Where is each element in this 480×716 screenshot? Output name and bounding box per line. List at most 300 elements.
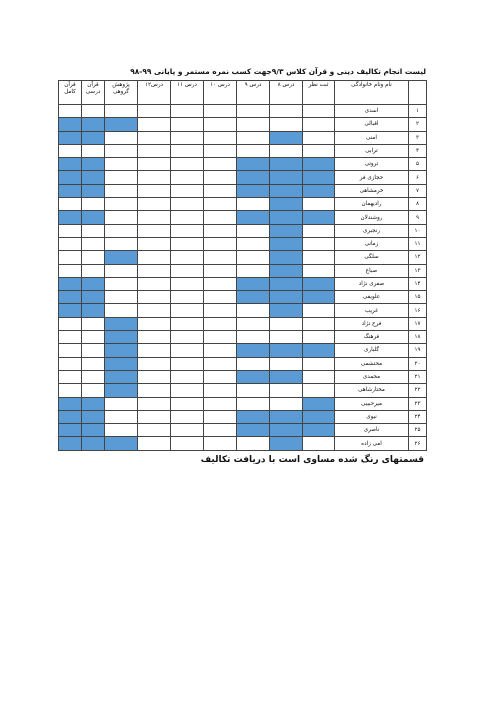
assignment-cell (105, 277, 138, 290)
assignment-cell (237, 144, 270, 157)
assignment-cell (59, 384, 82, 397)
assignment-cell (59, 277, 82, 290)
assignment-cell (59, 291, 82, 304)
table-row (59, 237, 427, 250)
assignment-cell (105, 158, 138, 171)
assignment-cell (303, 264, 335, 277)
row-number: ۱۸ (409, 331, 427, 344)
assignment-cell (204, 224, 237, 237)
student-name: امی زاده (335, 437, 409, 450)
assignment-cell (303, 424, 335, 437)
assignment-cell (270, 118, 303, 131)
assignment-cell (59, 184, 82, 197)
assignment-cell (82, 291, 105, 304)
assignment-cell (59, 198, 82, 211)
table-row (59, 184, 427, 197)
assignment-cell (171, 437, 204, 450)
assignment-cell (138, 264, 171, 277)
assignment-cell (59, 437, 82, 450)
assignment-cell (204, 424, 237, 437)
row-number: ۲۳ (409, 397, 427, 410)
assignment-cell (138, 317, 171, 330)
row-number: ۸ (409, 198, 427, 211)
assignment-cell (171, 317, 204, 330)
assignment-cell (59, 118, 82, 131)
assignment-cell (270, 198, 303, 211)
assignment-cell (237, 237, 270, 250)
col-header-lesson10: درس ۱۰ (204, 81, 237, 105)
assignment-cell (138, 237, 171, 250)
row-number: ۷ (409, 184, 427, 197)
assignment-cell (204, 357, 237, 370)
row-number: ۶ (409, 171, 427, 184)
row-number: ۹ (409, 211, 427, 224)
student-name: محمدی (335, 370, 409, 383)
row-number: ۱۳ (409, 264, 427, 277)
assignment-cell (171, 277, 204, 290)
assignment-cell (270, 437, 303, 450)
assignment-cell (270, 410, 303, 423)
assignment-cell (59, 264, 82, 277)
assignment-cell (237, 424, 270, 437)
assignment-cell (303, 171, 335, 184)
assignment-cell (237, 397, 270, 410)
assignment-cell (237, 344, 270, 357)
assignment-cell (138, 331, 171, 344)
assignment-cell (204, 211, 237, 224)
assignment-cell (171, 397, 204, 410)
row-number: ۲۰ (409, 357, 427, 370)
assignment-cell (237, 158, 270, 171)
assignment-cell (82, 370, 105, 383)
assignment-cell (82, 251, 105, 264)
assignment-cell (105, 304, 138, 317)
row-number: ۱۶ (409, 304, 427, 317)
assignment-cell (105, 331, 138, 344)
assignment-cell (303, 131, 335, 144)
assignment-cell (303, 144, 335, 157)
student-name: فرهنگ (335, 331, 409, 344)
assignment-cell (59, 237, 82, 250)
assignment-cell (270, 277, 303, 290)
table-row (59, 224, 427, 237)
row-number: ۲۴ (409, 410, 427, 423)
table-row (59, 251, 427, 264)
assignment-cell (237, 224, 270, 237)
assignment-cell (171, 410, 204, 423)
assignment-cell (138, 105, 171, 118)
col-header-lesson12: درس۱۲ (138, 81, 171, 105)
assignment-cell (303, 331, 335, 344)
assignment-cell (270, 184, 303, 197)
student-name: گلباری (335, 344, 409, 357)
assignment-cell (204, 410, 237, 423)
assignment-cell (82, 437, 105, 450)
assignment-cell (138, 211, 171, 224)
assignment-cell (105, 184, 138, 197)
assignment-cell (82, 211, 105, 224)
assignment-cell (270, 251, 303, 264)
student-name: رادیهمان (335, 198, 409, 211)
assignment-cell (171, 331, 204, 344)
assignment-cell (270, 224, 303, 237)
student-name: رنجبری (335, 224, 409, 237)
assignment-cell (138, 224, 171, 237)
assignment-cell (171, 424, 204, 437)
assignment-cell (237, 264, 270, 277)
assignment-cell (171, 251, 204, 264)
assignment-cell (237, 370, 270, 383)
assignment-cell (303, 291, 335, 304)
assignment-cell (105, 370, 138, 383)
assignment-cell (138, 304, 171, 317)
assignment-cell (204, 277, 237, 290)
assignment-cell (303, 397, 335, 410)
student-name: مختارشاهی (335, 384, 409, 397)
assignment-cell (138, 144, 171, 157)
assignment-cell (303, 198, 335, 211)
assignment-cell (82, 184, 105, 197)
assignment-cell (204, 105, 237, 118)
assignment-cell (82, 198, 105, 211)
assignment-cell (237, 171, 270, 184)
table-row (59, 158, 427, 171)
assignment-cell (204, 264, 237, 277)
assignment-cell (237, 437, 270, 450)
assignment-cell (204, 131, 237, 144)
assignment-cell (105, 118, 138, 131)
assignment-cell (105, 171, 138, 184)
assignment-cell (138, 251, 171, 264)
table-row (59, 118, 427, 131)
student-name: حجازی فر (335, 171, 409, 184)
assignment-cell (138, 437, 171, 450)
assignment-cell (204, 384, 237, 397)
row-number: ۱۹ (409, 344, 427, 357)
assignment-cell (105, 424, 138, 437)
assignment-cell (303, 224, 335, 237)
assignment-cell (270, 370, 303, 383)
assignment-cell (59, 331, 82, 344)
assignment-cell (237, 198, 270, 211)
assignment-cell (204, 118, 237, 131)
table-row (59, 344, 427, 357)
student-name: غریب (335, 304, 409, 317)
student-name: روشندلان (335, 211, 409, 224)
row-number: ۵ (409, 158, 427, 171)
assignment-cell (270, 344, 303, 357)
assignment-cell (59, 251, 82, 264)
assignment-cell (105, 131, 138, 144)
row-number: ۱۴ (409, 277, 427, 290)
table-row (59, 304, 427, 317)
col-header-name: نام ونام خانوادگی (335, 81, 409, 105)
row-number: ۱۲ (409, 251, 427, 264)
assignment-cell (303, 344, 335, 357)
assignment-cell (82, 158, 105, 171)
student-name: ترابی (335, 144, 409, 157)
table-row (59, 357, 427, 370)
assignment-cell (237, 357, 270, 370)
assignment-cell (82, 118, 105, 131)
assignment-cell (270, 105, 303, 118)
assignment-cell (303, 158, 335, 171)
col-header-research: پژوهش گروهی (105, 81, 138, 105)
table-row (59, 291, 427, 304)
assignment-cell (82, 105, 105, 118)
col-header-lesson11: درس ۱۱ (171, 81, 204, 105)
assignment-cell (82, 397, 105, 410)
student-name: خرمشاهی (335, 184, 409, 197)
assignment-cell (171, 237, 204, 250)
assignment-cell (138, 118, 171, 131)
row-number: ۲ (409, 118, 427, 131)
assignment-cell (171, 357, 204, 370)
assignment-cell (270, 331, 303, 344)
assignment-cell (270, 397, 303, 410)
assignment-cell (204, 144, 237, 157)
assignment-cell (138, 198, 171, 211)
assignment-cell (82, 144, 105, 157)
row-number: ۲۱ (409, 370, 427, 383)
assignment-cell (138, 171, 171, 184)
assignment-cell (59, 158, 82, 171)
table-row (59, 105, 427, 118)
row-number: ۳ (409, 131, 427, 144)
assignment-cell (59, 370, 82, 383)
assignment-cell (105, 410, 138, 423)
assignment-cell (204, 184, 237, 197)
assignment-cell (237, 184, 270, 197)
assignment-cell (204, 370, 237, 383)
row-number: ۲۵ (409, 424, 427, 437)
table-row (59, 198, 427, 211)
assignment-cell (204, 437, 237, 450)
student-name: اسدی (335, 105, 409, 118)
assignment-cell (270, 158, 303, 171)
assignment-cell (171, 158, 204, 171)
student-name: امنی (335, 131, 409, 144)
assignment-cell (270, 384, 303, 397)
assignment-cell (204, 251, 237, 264)
assignment-cell (105, 397, 138, 410)
table-row (59, 131, 427, 144)
assignment-cell (237, 410, 270, 423)
sheet-title: لیست انجام تکالیف دینی و قرآن کلاس ۹/۳جهت کسب نمره مستمر و پایانی ۹۹-۹۸ (130, 67, 426, 76)
assignment-cell (59, 304, 82, 317)
assignment-cell (270, 291, 303, 304)
table-row (59, 384, 427, 397)
assignment-cell (270, 424, 303, 437)
table-row (59, 424, 427, 437)
assignment-cell (303, 317, 335, 330)
assignment-cell (82, 344, 105, 357)
assignment-cell (270, 264, 303, 277)
footer-note: قسمتهای رنگ شده مساوی است با دریافت تکالیف (200, 455, 424, 465)
assignment-cell (105, 291, 138, 304)
assignment-cell (138, 291, 171, 304)
assignment-cell (105, 105, 138, 118)
student-name: سلگی (335, 251, 409, 264)
assignment-cell (171, 370, 204, 383)
col-header (409, 81, 427, 105)
assignment-cell (237, 384, 270, 397)
assignment-cell (138, 397, 171, 410)
assignment-cell (59, 397, 82, 410)
assignment-cell (171, 264, 204, 277)
assignment-cell (59, 410, 82, 423)
assignment-cell (59, 144, 82, 157)
assignment-cell (105, 251, 138, 264)
assignment-cell (171, 304, 204, 317)
row-number: ۱۵ (409, 291, 427, 304)
table-row (59, 144, 427, 157)
assignment-cell (82, 424, 105, 437)
assignment-cell (303, 304, 335, 317)
assignment-cell (59, 317, 82, 330)
assignment-cell (105, 198, 138, 211)
student-name: زمانی (335, 237, 409, 250)
assignment-cell (82, 264, 105, 277)
assignment-cell (82, 304, 105, 317)
table-row (59, 370, 427, 383)
student-name: محتشمی (335, 357, 409, 370)
assignment-cell (105, 344, 138, 357)
assignment-cell (59, 224, 82, 237)
assignment-cell (303, 357, 335, 370)
table-row (59, 331, 427, 344)
assignment-cell (59, 105, 82, 118)
assignment-cell (82, 224, 105, 237)
col-header-comment: ثبت نظر (303, 81, 335, 105)
assignment-cell (105, 357, 138, 370)
assignment-cell (303, 384, 335, 397)
assignment-cell (237, 291, 270, 304)
assignment-cell (138, 357, 171, 370)
student-name: صفری نژاد (335, 277, 409, 290)
assignment-cell (237, 317, 270, 330)
assignment-cell (138, 184, 171, 197)
assignment-cell (82, 384, 105, 397)
assignment-cell (82, 317, 105, 330)
assignment-cell (138, 158, 171, 171)
col-header-lesson8: درس ۸ (270, 81, 303, 105)
assignment-cell (59, 171, 82, 184)
col-header-lesson9: درس ۹ (237, 81, 270, 105)
assignment-cell (204, 317, 237, 330)
table-row (59, 410, 427, 423)
assignment-cell (237, 277, 270, 290)
assignment-cell (270, 304, 303, 317)
assignment-cell (138, 410, 171, 423)
assignment-cell (204, 198, 237, 211)
row-number: ۲۲ (409, 384, 427, 397)
assignment-cell (171, 105, 204, 118)
assignment-cell (138, 277, 171, 290)
assignment-cell (270, 211, 303, 224)
row-number: ۲۶ (409, 437, 427, 450)
assignment-cell (204, 171, 237, 184)
assignment-cell (105, 211, 138, 224)
table-body (59, 105, 427, 451)
assignment-cell (204, 158, 237, 171)
assignment-cell (303, 105, 335, 118)
assignment-cell (303, 237, 335, 250)
assignment-cell (303, 118, 335, 131)
assignment-cell (59, 424, 82, 437)
row-number: ۱۷ (409, 317, 427, 330)
row-number: ۴ (409, 144, 427, 157)
assignment-cell (303, 437, 335, 450)
assignment-cell (82, 131, 105, 144)
assignment-cell (171, 384, 204, 397)
col-header-quran-lesson: قرآن درسی (82, 81, 105, 105)
header-row (59, 81, 427, 105)
assignment-cell (59, 131, 82, 144)
assignment-cell (171, 291, 204, 304)
assignment-cell (171, 198, 204, 211)
assignment-cell (303, 370, 335, 383)
assignment-cell (138, 344, 171, 357)
assignment-cell (59, 344, 82, 357)
assignment-cell (270, 317, 303, 330)
assignment-cell (270, 357, 303, 370)
assignment-cell (171, 144, 204, 157)
student-name: فرح نژاد (335, 317, 409, 330)
row-number: ۱ (409, 105, 427, 118)
assignment-cell (303, 251, 335, 264)
assignment-cell (105, 264, 138, 277)
assignment-cell (82, 331, 105, 344)
assignment-cell (270, 171, 303, 184)
assignment-cell (270, 131, 303, 144)
assignment-cell (204, 344, 237, 357)
table-row (59, 397, 427, 410)
assignment-cell (270, 144, 303, 157)
assignment-cell (204, 291, 237, 304)
assignment-cell (171, 184, 204, 197)
assignment-cell (59, 357, 82, 370)
assignment-cell (204, 237, 237, 250)
assignment-cell (171, 344, 204, 357)
student-name: صباغ (335, 264, 409, 277)
assignment-cell (171, 211, 204, 224)
assignment-cell (138, 384, 171, 397)
assignment-cell (82, 171, 105, 184)
assignment-cell (237, 331, 270, 344)
assignment-cell (105, 437, 138, 450)
assignment-cell (171, 224, 204, 237)
assignment-cell (270, 237, 303, 250)
assignment-cell (105, 144, 138, 157)
assignment-cell (237, 131, 270, 144)
table-row (59, 277, 427, 290)
assignment-cell (82, 357, 105, 370)
assignment-cell (138, 131, 171, 144)
assignment-cell (171, 118, 204, 131)
assignment-cell (237, 304, 270, 317)
assignment-cell (303, 277, 335, 290)
table-row (59, 171, 427, 184)
student-name: اقبالی (335, 118, 409, 131)
assignment-cell (105, 384, 138, 397)
table-row (59, 437, 427, 450)
student-name: تروتی (335, 158, 409, 171)
assignment-cell (171, 131, 204, 144)
assignment-cell (204, 304, 237, 317)
assignment-cell (237, 105, 270, 118)
assignment-cell (204, 331, 237, 344)
